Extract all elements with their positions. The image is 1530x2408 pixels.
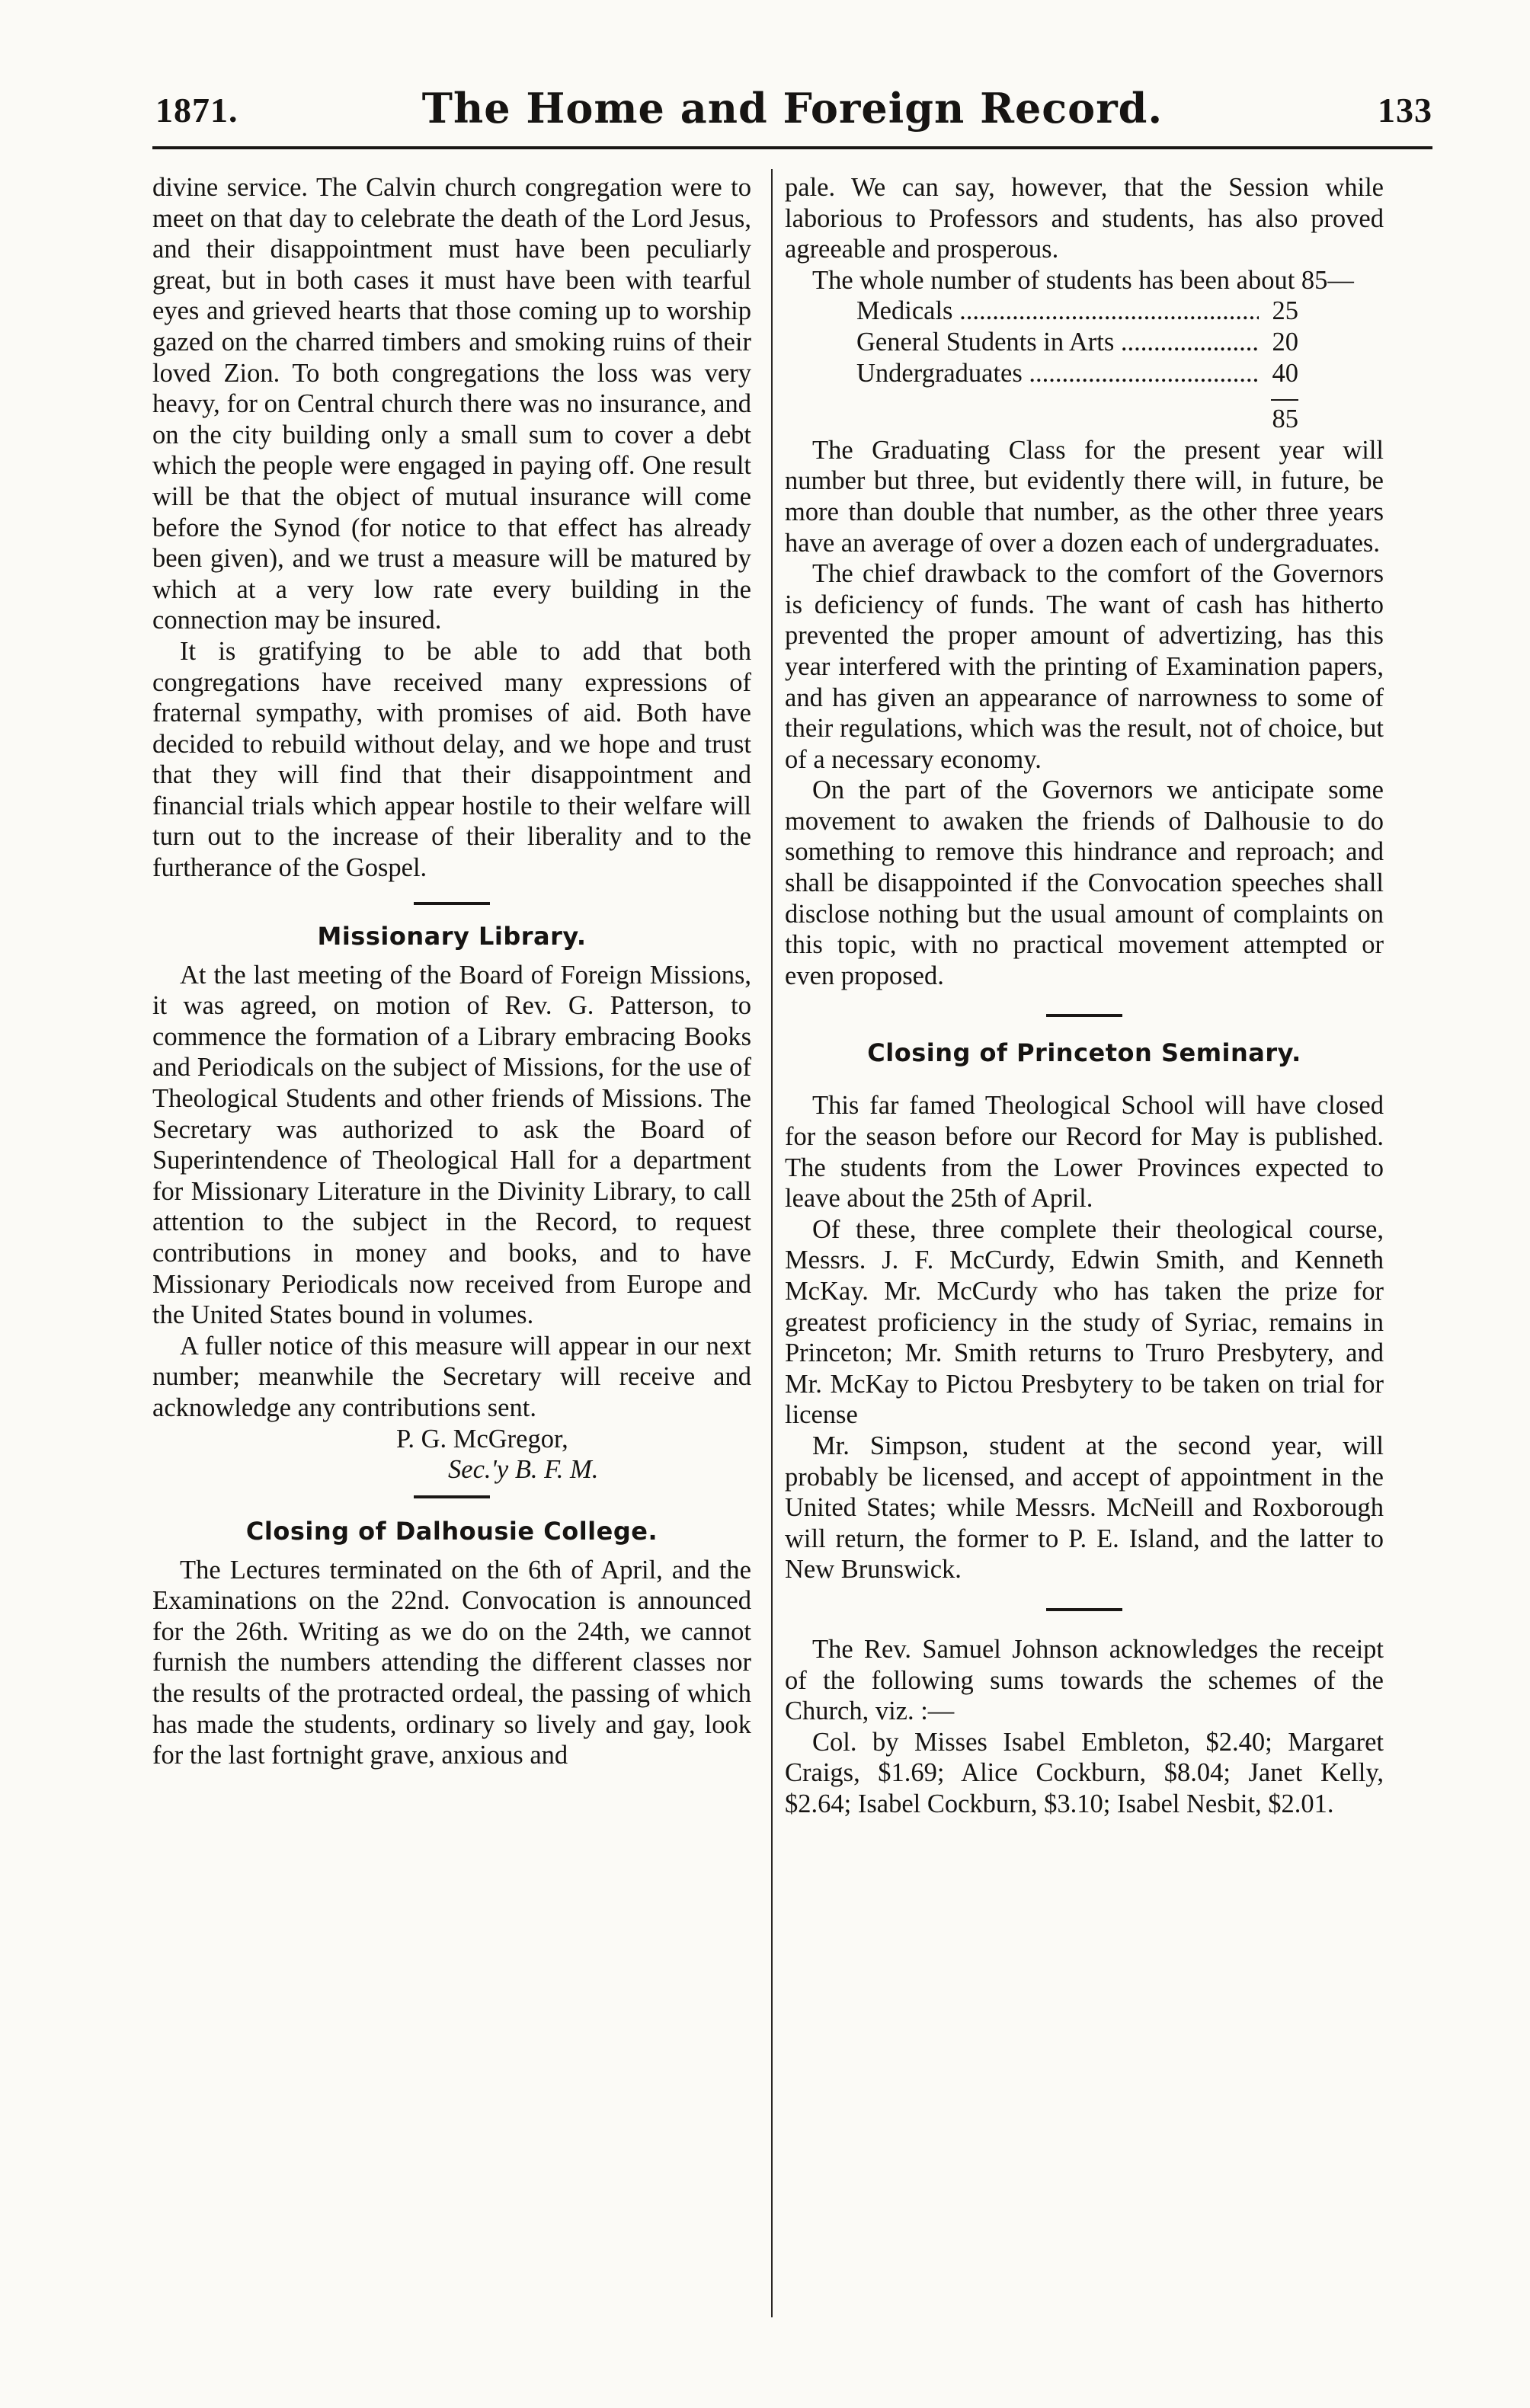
header-rule <box>152 146 1432 149</box>
library-paragraph-2: A fuller notice of this measure will appear in our next number; meanwhile the Secretary will receive and acknowledge any contributions sent. <box>152 1331 751 1422</box>
princeton-heading: Closing of Princeton Seminary. <box>867 1038 1301 1068</box>
students-row-label: Undergraduates ..... <box>856 358 1259 389</box>
signature-title: Sec.'y B. F. M. <box>448 1454 599 1484</box>
header-year: 1871. <box>155 91 238 130</box>
library-paragraph-1: At the last meeting of the Board of Foreign Missions, it was agreed, on motion of Rev. G. Patterson, to commence the formation of a Library embracing Books and Periodicals on the subject of Missions, for the use of Theological Students and other friends of Missions. The Secretary was authorized to ask the Board of Superintendence of Theological Hall for a department for Missionary Literature in the Divinity Library, to call attention to the subject in the Record, to request contributions in money and books, and to have Missionary Periodicals now received from Europe and the United States bound in volumes. <box>152 960 751 1330</box>
column-divider <box>771 169 773 2317</box>
calvin-paragraph-2: It is gratifying to be able to add that both congregations have received many expressions of fraternal sympathy, with promises of aid. Both have decided to rebuild without delay, and we hope and trust that they will find that their disappointment and financial trials which appear hostile to their welfare will turn out to the increase of their liberality and to the furtherance of the Gospel. <box>152 636 751 883</box>
section-divider <box>1046 1608 1122 1611</box>
johnson-paragraph-1: The Rev. Samuel Johnson acknowledges the receipt of the following sums towards the schemes of the Church, viz. :— <box>785 1634 1384 1726</box>
page-number: 133 <box>1378 91 1432 130</box>
students-row-count: 25 <box>1272 296 1298 326</box>
students-row-label: Medicals ..... <box>856 296 1259 327</box>
students-intro: The whole number of students has been about 85— <box>812 265 1354 295</box>
left-column <box>152 172 751 1771</box>
section-divider <box>414 902 490 905</box>
johnson-paragraph-2: Col. by Misses Isabel Embleton, $2.40; Margaret Craigs, $1.69; Alice Cockburn, $8.04; Janet Kelly, $2.64; Isabel Cockburn, $3.10; Isabel Nesbit, $2.01. <box>785 1727 1384 1818</box>
right-column <box>785 172 1384 1820</box>
page-header <box>152 84 1432 145</box>
section-divider <box>414 1495 490 1498</box>
journal-title: The Home and Foreign Record. <box>421 84 1164 133</box>
students-total: 85 <box>1272 405 1298 434</box>
students-row-label: General Students in Arts ..... <box>856 327 1259 358</box>
section-divider <box>1046 1014 1122 1017</box>
students-row <box>856 327 1298 358</box>
sum-rule <box>1271 399 1298 401</box>
calvin-paragraph-1: divine service. The Calvin church congregation were to meet on that day to celebrate the death of the Lord Jesus, and their disappointment must have been peculiarly great, but in both cases it must have been with tearful eyes and grieved hearts that those coming up to worship gazed on the charred timbers and smoking ruins of their loved Zion. To both congregations the loss was very heavy, for on Central church there was no insurance, and on the city building only a small sum to cover a debt which the people were engaged in paying off. One result will be that the object of mutual insurance will come before the Synod (for notice to that effect has already been given), and we trust a measure will be matured by which at a very low rate every building in the connection may be insured. <box>152 173 751 635</box>
dalhousie-heading: Closing of Dalhousie College. <box>245 1516 658 1546</box>
princeton-paragraph-1: This far famed Theological School will have closed for the season before our Record for May is published. The students from the Lower Provinces expected to leave about the 25th of April. <box>785 1091 1384 1214</box>
students-row-count: 20 <box>1272 327 1298 357</box>
dalhousie-continuation: pale. We can say, however, that the Session while laborious to Professors and students, has also proved agreeable and prosperous. <box>785 173 1384 264</box>
signature-block <box>152 1424 751 1485</box>
missionary-library-heading: Missionary Library. <box>317 921 587 951</box>
graduating-paragraph: The Graduating Class for the present year will number but three, but evidently there will, in future, be more than double that number, as the other three years have an average of over a dozen each of undergraduates. <box>785 435 1384 558</box>
students-row <box>856 296 1298 327</box>
governors-paragraph: On the part of the Governors we anticipate some movement to awaken the friends of Dalhousie to do something to remove this hindrance and reproach; and shall be disappointed if the Convocation speeches shall disclose nothing but the usual amount of complaints on this topic, with no practical movement attempted or even proposed. <box>785 775 1384 990</box>
princeton-paragraph-2: Of these, three complete their theological course, Messrs. J. F. McCurdy, Edwin Smith, and Kenneth McKay. Mr. McCurdy who has taken the prize for greatest proficiency in the study of Syriac, remains in Princeton; Mr. Smith returns to Truro Presbytery, and Mr. McKay to Pictou Presbytery to be taken on trial for license <box>785 1214 1384 1430</box>
students-row <box>856 358 1298 389</box>
princeton-paragraph-3: Mr. Simpson, student at the second year, will probably be licensed, and accept of appointment in the United States; while Messrs. McNeill and Roxborough will return, the former to P. E. Island, and the latter to New Brunswick. <box>785 1431 1384 1585</box>
students-row-count: 40 <box>1272 358 1298 388</box>
signature-name: P. G. McGregor, <box>396 1424 568 1453</box>
students-table <box>785 296 1384 434</box>
drawback-paragraph: The chief drawback to the comfort of the Governors is deficiency of funds. The want of cash has hitherto prevented the proper amount of advertizing, has this year interfered with the printing of Examination papers, and has given an appearance of narrowness to some of their regulations, which was the result, not of choice, but of a necessary economy. <box>785 559 1384 774</box>
dalhousie-paragraph-1: The Lectures terminated on the 6th of April, and the Examinations on the 22nd. Convocation is announced for the 26th. Writing as we do on the 24th, we cannot furnish the numbers attending the different classes nor the results of the protracted ordeal, the passing of which has made the students, ordinary so lively and gay, look for the last fortnight grave, anxious and <box>152 1555 751 1770</box>
